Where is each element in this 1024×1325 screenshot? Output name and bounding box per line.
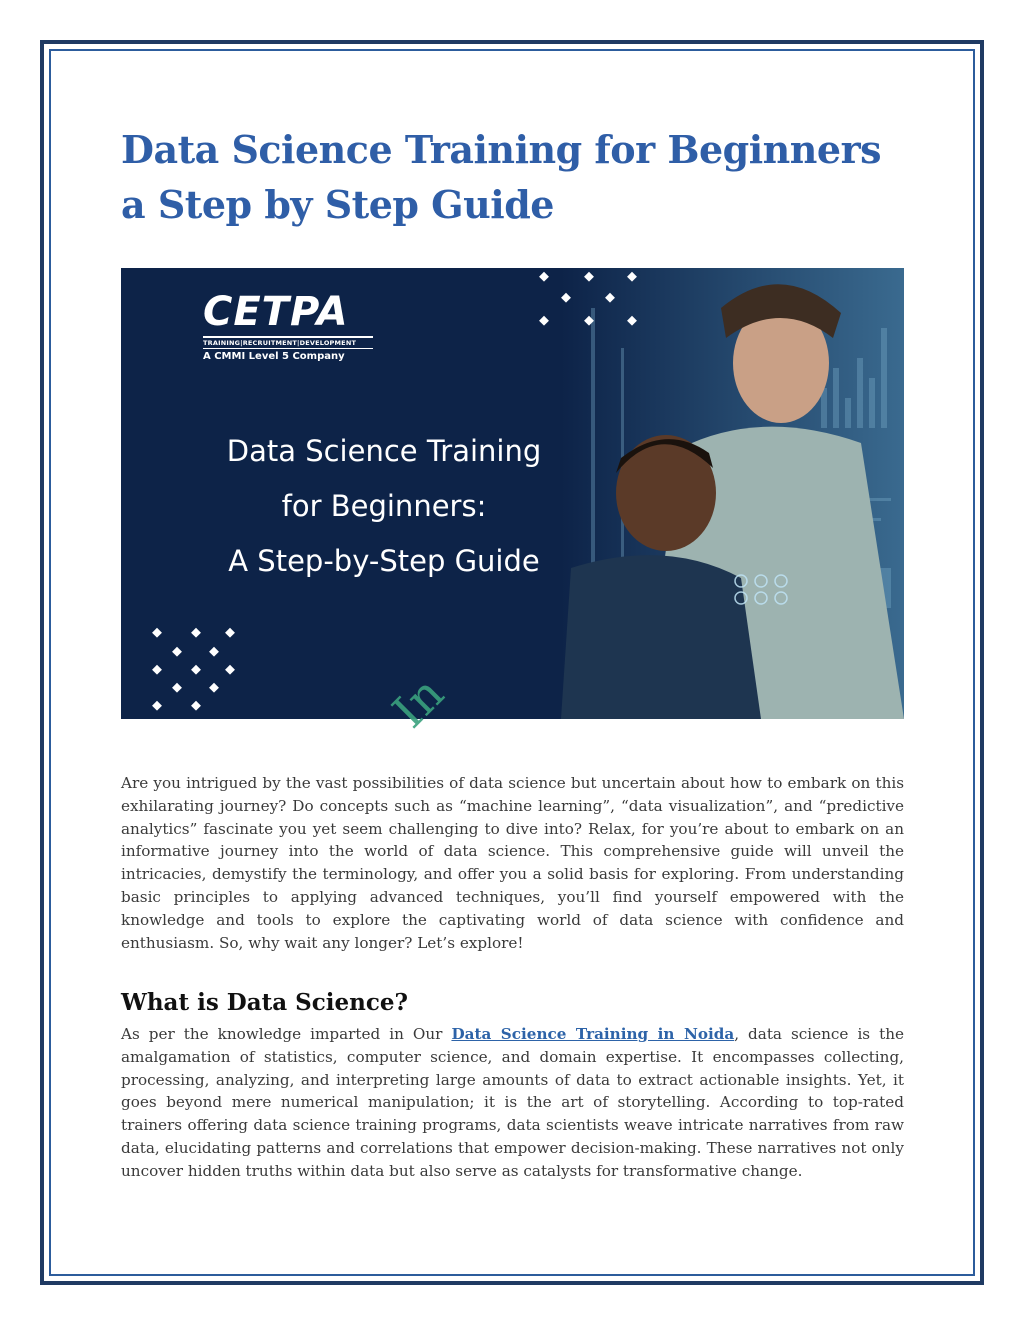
data-science-training-link[interactable]: Data Science Training in Noida [451,1025,735,1043]
intro-paragraph: Are you intrigued by the vast possibilities of data science but uncertain about how to embark on this exhilarating journey? Do concepts such as “machine learning”, “data visualization”, and “predictive analytics” fascinate you yet seem challenging to dive into? Relax, for you’re about to embark on an informative journey into the world of data science. This comprehensive guide will unveil the intricacies, demystify the terminology, and offer you a solid basis for exploring. From understanding basic principles to applying advanced techniques, you’ll find yourself empowered with the knowledge and tools to explore the captivating world of data science with confidence and enthusiasm. So, why wait any longer? Let’s explore! [121,774,904,952]
hero-banner-image [121,268,904,719]
section-heading: What is Data Science? [121,989,408,1016]
document-title: Data Science Training for Beginners a Step by Step Guide [121,127,882,227]
logo-tagline: TRAINING|RECRUITMENT|DEVELOPMENT [203,336,373,349]
logo-subtitle: A CMMI Level 5 Company [203,351,345,362]
section-paragraph [121,1023,904,1183]
cetpa-logo [203,290,373,362]
logo-wordmark: CETPA [203,289,349,335]
paragraph-text-after-link: , data science is the amalgamation of statistics, computer science, and domain expertise. It encompasses collecting, processing, analyzing, and interpreting large amounts of data to extract actionable insights. Yet, it goes beyond mere numerical manipulation; it is the art of storytelling. According to top-rated trainers offering data science training programs, data scientists weave intricate narratives from raw data, elucidating patterns and correlations that empower decision-making. These narratives not only uncover hidden truths within data but also serve as catalysts for transformative change. [121,1025,904,1180]
paragraph-text-before-link: As per the knowledge imparted in Our [121,1025,452,1043]
banner-headline: Data Science Training for Beginners: A Step-by-Step Guide [226,434,542,578]
watermark: In [382,666,454,739]
